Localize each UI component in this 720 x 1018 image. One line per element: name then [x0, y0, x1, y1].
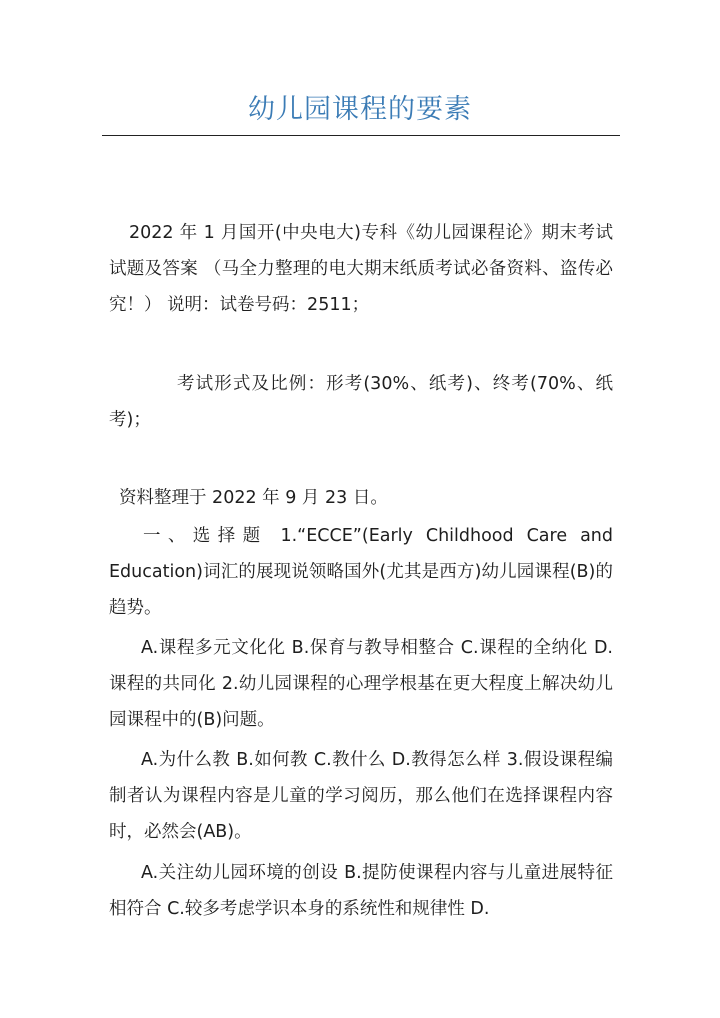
- intro-paragraph: 2022 年 1 月国开(中央电大)专科《幼儿园课程论》期末考试试题及答案 （马全力整理的电大期末纸质考试必备资料、盗传必究！） 说明：试卷号码：2511；: [109, 223, 613, 315]
- date-paragraph: 资料整理于 2022 年 9 月 23 日。: [119, 488, 388, 508]
- question-3-paragraph: A.为什么教 B.如何教 C.教什么 D.教得怎么样 3.假设课程编制者认为课程内容是儿童的学习阅历，那么他们在选择课程内容时，必然会(AB)。: [109, 750, 613, 842]
- question-1-paragraph: 一、选择题 1.“ECCE”(Early Childhood Care and Education)词汇的展现说领略国外(尤其是西方)幼儿园课程(B)的趋势。: [109, 526, 613, 618]
- question-3-options-paragraph: A.关注幼儿园环境的创设 B.提防使课程内容与儿童进展特征相符合 C.较多考虑学识本身的系统性和规律性 D.: [109, 863, 613, 919]
- title-divider: [102, 135, 620, 136]
- document-title: 幼儿园课程的要素: [248, 94, 472, 125]
- exam-format-paragraph: 考试形式及比例：形考(30%、纸考)、终考(70%、纸考)；: [109, 374, 613, 430]
- question-2-paragraph: A.课程多元文化化 B.保育与教导相整合 C.课程的全纳化 D.课程的共同化 2.幼儿园课程的心理学根基在更大程度上解决幼儿园课程中的(B)问题。: [109, 638, 613, 730]
